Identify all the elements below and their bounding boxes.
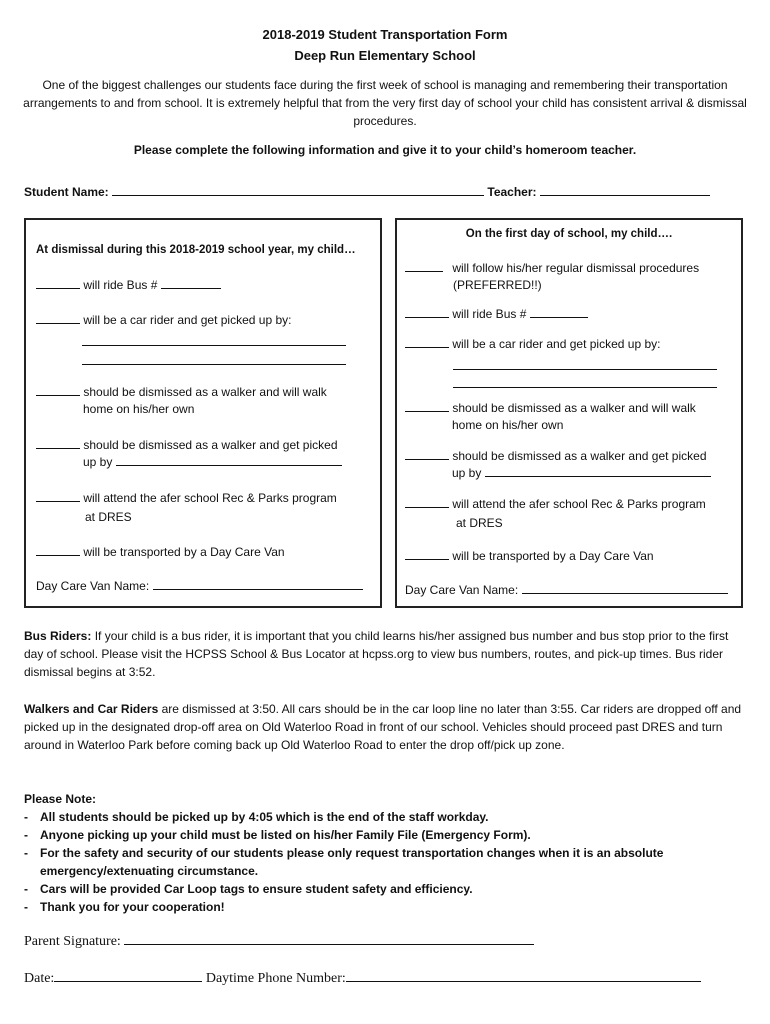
parent-signature-row	[24, 932, 534, 950]
right-option-regular: will follow his/her regular dismissal procedures (PREFERRED!!)	[405, 260, 699, 294]
left-bus-number-field[interactable]	[161, 277, 221, 289]
walkers-paragraph	[24, 700, 746, 754]
left-walker-own-check[interactable]	[36, 384, 80, 396]
left-daycare-check[interactable]	[36, 544, 80, 556]
left-car-check[interactable]	[36, 312, 80, 324]
right-option-walker-picked: should be dismissed as a walker and get picked up by	[405, 448, 711, 482]
right-walker-picked-check[interactable]	[405, 448, 449, 460]
left-option-walker-own: should be dismissed as a walker and will walk home on his/her own	[36, 384, 327, 418]
right-option-walker-own: should be dismissed as a walker and will walk home on his/her own	[405, 400, 696, 434]
right-daycare-name-row: Day Care Van Name:	[405, 582, 728, 599]
bus-riders-paragraph	[24, 627, 746, 681]
left-option-rec: will attend the afer school Rec & Parks program at DRES	[36, 490, 337, 527]
left-walker-picked-check[interactable]	[36, 437, 80, 449]
date-label: Date:	[24, 971, 55, 986]
phone-label: Daytime Phone Number:	[205, 971, 346, 986]
right-daycare-check[interactable]	[405, 548, 449, 560]
right-car-pickup-line-1[interactable]	[453, 369, 717, 370]
dismissal-year-box	[24, 218, 382, 608]
left-daycare-name-field[interactable]	[153, 578, 363, 590]
left-option-walker-picked: should be dismissed as a walker and get picked up by	[36, 437, 342, 471]
left-option-bus: will ride Bus #	[36, 277, 221, 294]
date-phone-row	[24, 969, 701, 987]
right-car-check[interactable]	[405, 336, 449, 348]
right-option-daycare: will be transported by a Day Care Van	[405, 548, 654, 565]
note-item: - Cars will be provided Car Loop tags to ensure student safety and efficiency.	[24, 882, 473, 896]
left-walker-picked-by-field[interactable]	[116, 454, 342, 466]
first-day-box	[395, 218, 743, 608]
note-item: - For the safety and security of our students please only request transportation changes when it is an absolute emergency/extenuating circumstance.	[24, 846, 664, 878]
left-daycare-name-row: Day Care Van Name:	[36, 578, 363, 595]
left-rec-check[interactable]	[36, 490, 80, 502]
left-box-heading: At dismissal during this 2018-2019 school year, my child…	[36, 244, 356, 256]
left-option-car: will be a car rider and get picked up by:	[36, 312, 291, 329]
form-title: 2018-2019 Student Transportation Form	[262, 27, 508, 42]
right-option-rec: will attend the afer school Rec & Parks program at DRES	[405, 496, 706, 533]
left-car-pickup-line-1[interactable]	[82, 345, 346, 346]
school-name: Deep Run Elementary School	[294, 48, 476, 63]
right-rec-check[interactable]	[405, 496, 449, 508]
right-option-bus: will ride Bus #	[405, 306, 588, 323]
right-walker-own-check[interactable]	[405, 400, 449, 412]
student-name-label: Student Name:	[24, 185, 109, 199]
right-bus-check[interactable]	[405, 306, 449, 318]
student-name-row	[24, 184, 710, 199]
note-item: - Thank you for your cooperation!	[24, 900, 225, 914]
note-item: - All students should be picked up by 4:05 which is the end of the staff workday.	[24, 810, 489, 824]
instruction-text: Please complete the following information and give it to your child’s homeroom teacher.	[133, 143, 637, 157]
left-bus-check[interactable]	[36, 277, 80, 289]
left-car-pickup-line-2[interactable]	[82, 364, 346, 365]
notes-heading: Please Note:	[24, 792, 97, 806]
right-daycare-name-field[interactable]	[522, 582, 728, 594]
bus-riders-label: Bus Riders:	[24, 629, 92, 643]
notes-section	[24, 790, 746, 916]
right-box-heading: On the first day of school, my child….	[465, 228, 673, 240]
phone-field[interactable]	[346, 969, 701, 982]
left-option-daycare: will be transported by a Day Care Van	[36, 544, 285, 561]
date-field[interactable]	[54, 969, 202, 982]
right-walker-picked-by-field[interactable]	[485, 465, 711, 477]
walkers-text: are dismissed at 3:50. All cars should be in the car loop line no later than 3:55. Car riders are dropped off and picked up in the designated drop-off area on Old Waterloo Road in front of our school. Vehicles should proceed past DRES and turn around in Waterloo Park before coming back up Old Waterloo Road to enter the drop off/pick up zone.	[24, 702, 742, 752]
right-regular-check[interactable]	[405, 260, 443, 272]
note-item: - Anyone picking up your child must be listed on his/her Family File (Emergency Form).	[24, 828, 531, 842]
right-option-car: will be a car rider and get picked up by:	[405, 336, 660, 353]
right-bus-number-field[interactable]	[530, 306, 588, 318]
teacher-label: Teacher:	[487, 185, 537, 199]
walkers-label: Walkers and Car Riders	[24, 702, 159, 716]
student-name-field[interactable]	[112, 184, 484, 196]
teacher-field[interactable]	[540, 184, 710, 196]
intro-paragraph: One of the biggest challenges our students face during the first week of school is managing and remembering their transportation arrangements to and from school. It is extremely helpful that from the very first day of school your child has consistent arrival & dismissal procedures.	[23, 78, 747, 128]
parent-signature-label: Parent Signature:	[24, 934, 121, 949]
parent-signature-field[interactable]	[124, 932, 534, 945]
bus-riders-text: If your child is a bus rider, it is important that you child learns his/her assigned bus number and bus stop prior to the first day of school. Please visit the HCPSS School & Bus Locator at hcpss.org to view bus numbers, routes, and pick-up times. Bus rider dismissal begins at 3:52.	[24, 629, 729, 679]
right-car-pickup-line-2[interactable]	[453, 387, 717, 388]
